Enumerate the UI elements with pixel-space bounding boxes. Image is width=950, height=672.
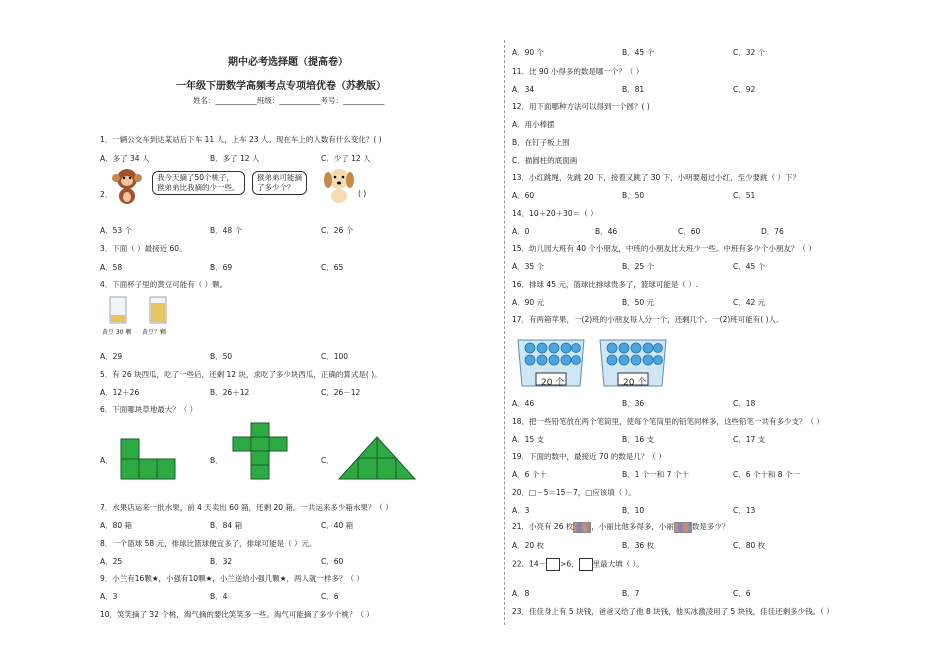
answer-box[interactable]	[579, 558, 593, 571]
q16-option-c[interactable]: C．42 元	[733, 298, 766, 307]
q15-option-a[interactable]: A．35 个	[512, 262, 545, 271]
q18-option-c[interactable]: C．17 支	[733, 435, 766, 444]
question-1: 1．一辆公交车到达某站后下车 11 人，上车 23 人。现在车上的人数有什么变化？( )	[100, 135, 382, 144]
q17-option-c[interactable]: C．18	[733, 399, 756, 408]
q3-option-c[interactable]: C．65	[321, 263, 344, 272]
q17-option-a[interactable]: A．46	[512, 399, 535, 408]
q14-option-a[interactable]: A．0	[512, 227, 530, 236]
q22-option-c[interactable]: C．6	[733, 589, 751, 598]
q18-option-b[interactable]: B．16 支	[622, 435, 655, 444]
cup-2-label: 黄豆？颗	[142, 329, 167, 336]
q13-option-c[interactable]: C．51	[733, 191, 756, 200]
monkey-bubble-line-1: 我今天摘了50个桃子，	[157, 173, 235, 182]
q4-option-c[interactable]: C．100	[321, 352, 349, 361]
q5-option-a[interactable]: A．12＋26	[100, 388, 140, 397]
l-shape-grass-icon	[120, 438, 176, 480]
cross-shape-grass-icon	[232, 422, 288, 480]
q4-option-a[interactable]: A．29	[100, 352, 123, 361]
q6-option-a[interactable]: A．	[100, 456, 113, 465]
question-11: 11．比 90 小得多的数是哪一个？（ ）	[512, 67, 644, 76]
q12-option-a[interactable]: A．用小棒摆	[512, 120, 555, 129]
q5-option-b[interactable]: B．26＋12	[210, 388, 250, 397]
dog-bubble-line-1: 猴弟弟可能摘	[257, 173, 302, 182]
cup-icon	[108, 295, 128, 325]
q17-option-b[interactable]: B．36	[622, 399, 645, 408]
q1-option-b[interactable]: B．多了 12 人	[210, 154, 260, 163]
q1-option-c[interactable]: C．少了 12 人	[321, 154, 371, 163]
q19-option-c[interactable]: C．6 个十和 8 个一	[733, 470, 800, 479]
stamp-icon	[573, 522, 591, 533]
q15-option-c[interactable]: C．45 个	[733, 262, 766, 271]
q6-option-b[interactable]: B．	[210, 456, 223, 465]
monkey-bubble-line-2: 猴弟弟比我摘的少一些。	[157, 183, 240, 192]
q7-option-a[interactable]: A．80 箱	[100, 521, 133, 530]
page-title: 期中必考选择题（提高卷）	[228, 57, 348, 68]
q22-text-middle: >6，	[560, 559, 579, 569]
q19-option-b[interactable]: B．1 个一和 7 个十	[622, 470, 689, 479]
dog-icon	[322, 165, 356, 205]
q14-option-c[interactable]: C．60	[678, 227, 701, 236]
q21-text-start: 21．小亮有 26 枚	[512, 522, 574, 531]
q10-option-a[interactable]: A．90 个	[512, 48, 545, 57]
question-21	[512, 521, 729, 533]
question-5: 5．有 26 块西瓜，吃了一些后，还剩 12 块，求吃了多少块西瓜，正确的算式是( )。	[100, 370, 382, 379]
student-info-line: 姓名：___________班级：___________考号：___________	[193, 96, 385, 105]
q10-option-c[interactable]: C．32 个	[733, 48, 766, 57]
dog-speech-bubble	[252, 171, 307, 195]
question-10: 10．笑笑摘了 32 个桃，淘气摘的要比笑笑多一些。淘气可能摘了多少个桃？（ ）	[100, 610, 374, 619]
monkey-icon	[110, 167, 144, 205]
q22-text-end: 里最大填（ ）。	[592, 559, 644, 569]
q12-option-b[interactable]: B．在钉子板上围	[512, 138, 570, 147]
q21-text-middle: ，小丽比他多得多，小丽	[591, 522, 674, 531]
q8-option-a[interactable]: A．25	[100, 557, 123, 566]
q21-option-a[interactable]: A．20 枚	[512, 541, 545, 550]
question-3: 3．下面（ ）最接近 60。	[100, 244, 187, 253]
question-2-number: 2．	[100, 190, 113, 199]
question-18: 18．把一些铅笔放在两个笔筒里，使每个笔筒里的铅笔同样多，这些铅笔一共有多少支？（ ）	[512, 417, 824, 426]
q13-option-a[interactable]: A．60	[512, 191, 535, 200]
question-16: 16．排球 45 元，篮球比排球贵多了，篮球可能是（ ）.	[512, 280, 699, 289]
q7-option-c[interactable]: C．40 箱	[321, 521, 354, 530]
question-14: 14．10＋20＋30＝（ ）	[512, 209, 598, 218]
page-subtitle: 一年级下册数学高频考点专项培优卷（苏教版）	[176, 81, 386, 92]
question-4: 4．下面杯子里的黄豆可能有（ ）颗。	[100, 280, 228, 289]
q7-option-b[interactable]: B．84 箱	[210, 521, 243, 530]
q21-option-c[interactable]: C．80 枚	[733, 541, 766, 550]
question-22	[512, 558, 644, 571]
question-17: 17．有两箱苹果，一(2)班的小朋友每人分一个，还剩几个。一(2)班可能有( )人。	[512, 315, 784, 324]
question-15: 15．幼儿园大班有 40 个小朋友，中班的小朋友比大班少一些。中班有多少个小朋友？（ ）	[512, 244, 816, 253]
q21-option-b[interactable]: B．36 枚	[622, 541, 655, 550]
question-20: 20．□－5＝15－7，□应该填（ ）。	[512, 488, 636, 497]
q4-option-b[interactable]: B．50	[210, 352, 233, 361]
q19-option-a[interactable]: A．6 个十	[512, 470, 547, 479]
q20-option-b[interactable]: B．10	[622, 506, 645, 515]
q22-text-start: 22．14－	[512, 559, 547, 569]
q2-option-c[interactable]: C．26 个	[321, 226, 354, 235]
q12-option-c[interactable]: C．描圆柱的底面画	[512, 156, 578, 165]
q20-option-a[interactable]: A．3	[512, 506, 530, 515]
q22-option-a[interactable]: A．8	[512, 589, 530, 598]
q22-option-b[interactable]: B．7	[622, 589, 640, 598]
q8-option-b[interactable]: B．32	[210, 557, 233, 566]
q2-option-a[interactable]: A．53 个	[100, 226, 133, 235]
q13-option-b[interactable]: B．50	[622, 191, 645, 200]
box-1-label: 20 个	[541, 378, 565, 388]
q5-option-c[interactable]: C．26－12	[321, 388, 361, 397]
q2-option-b[interactable]: B．48 个	[210, 226, 243, 235]
q16-option-a[interactable]: A．90 元	[512, 298, 545, 307]
q2-answer-blank: ( )	[358, 189, 367, 198]
q20-option-c[interactable]: C．13	[733, 506, 756, 515]
question-19: 19．下面的数中，最接近 70 的数是几？（ ）	[512, 452, 666, 461]
q14-option-b[interactable]: B．46	[595, 227, 618, 236]
dog-bubble-line-2: 了多少个？	[257, 183, 295, 192]
stamp-icon	[674, 522, 692, 533]
cup-icon	[148, 295, 168, 325]
question-9: 9．小兰有16颗★，小强有10颗★，小兰送给小强几颗★，两人就一样多？（ ）	[100, 574, 364, 583]
q10-option-b[interactable]: B．45 个	[622, 48, 655, 57]
q9-option-b[interactable]: B．4	[210, 592, 228, 601]
q11-option-c[interactable]: C．92	[733, 85, 756, 94]
column-divider	[504, 40, 505, 625]
q9-option-a[interactable]: A．3	[100, 592, 118, 601]
question-13: 13．小红跳绳，先跳 20 下，接着又跳了 30 下，小明要超过小红，至少要跳（ ）下？	[512, 173, 801, 182]
q15-option-b[interactable]: B．25 个	[622, 262, 655, 271]
q11-option-b[interactable]: B．81	[622, 85, 645, 94]
q11-option-a[interactable]: A．34	[512, 85, 535, 94]
box-2-label: 20 个	[623, 378, 647, 388]
triangle-grass-icon	[338, 436, 416, 480]
q16-option-b[interactable]: B．50 元	[622, 298, 655, 307]
q8-option-c[interactable]: C．60	[321, 557, 344, 566]
cup-1-label: 黄豆 30 颗	[102, 329, 132, 336]
q3-option-b[interactable]: B．69	[210, 263, 233, 272]
question-23: 23．佳佳身上有 5 块钱，爸爸又给了他 8 块钱，他买冰激凌用了 5 块钱，佳佳还剩多少钱。（ ）	[512, 607, 834, 616]
q6-option-c[interactable]: C．	[321, 456, 334, 465]
q1-option-a[interactable]: A．多了 34 人	[100, 154, 150, 163]
question-6: 6．下面哪块草地最大？（ ）	[100, 405, 198, 414]
monkey-speech-bubble	[152, 171, 245, 195]
q21-text-end: 数是多少？	[691, 522, 730, 531]
question-8: 8．一个篮球 58 元，排球比篮球便宜多了，排球可能是（ ）元。	[100, 539, 317, 548]
q3-option-a[interactable]: A．58	[100, 263, 123, 272]
question-7: 7．水果店运来一批水果，前 4 天卖出 60 箱，还剩 20 箱。一共运来多少箱水果？（ ）	[100, 503, 393, 512]
question-12: 12．用下面哪种方法可以得到一个圆？( )	[512, 102, 650, 111]
q14-option-d[interactable]: D．76	[761, 227, 784, 236]
q18-option-a[interactable]: A．15 支	[512, 435, 545, 444]
q9-option-c[interactable]: C．6	[321, 592, 339, 601]
answer-box[interactable]	[546, 558, 560, 571]
